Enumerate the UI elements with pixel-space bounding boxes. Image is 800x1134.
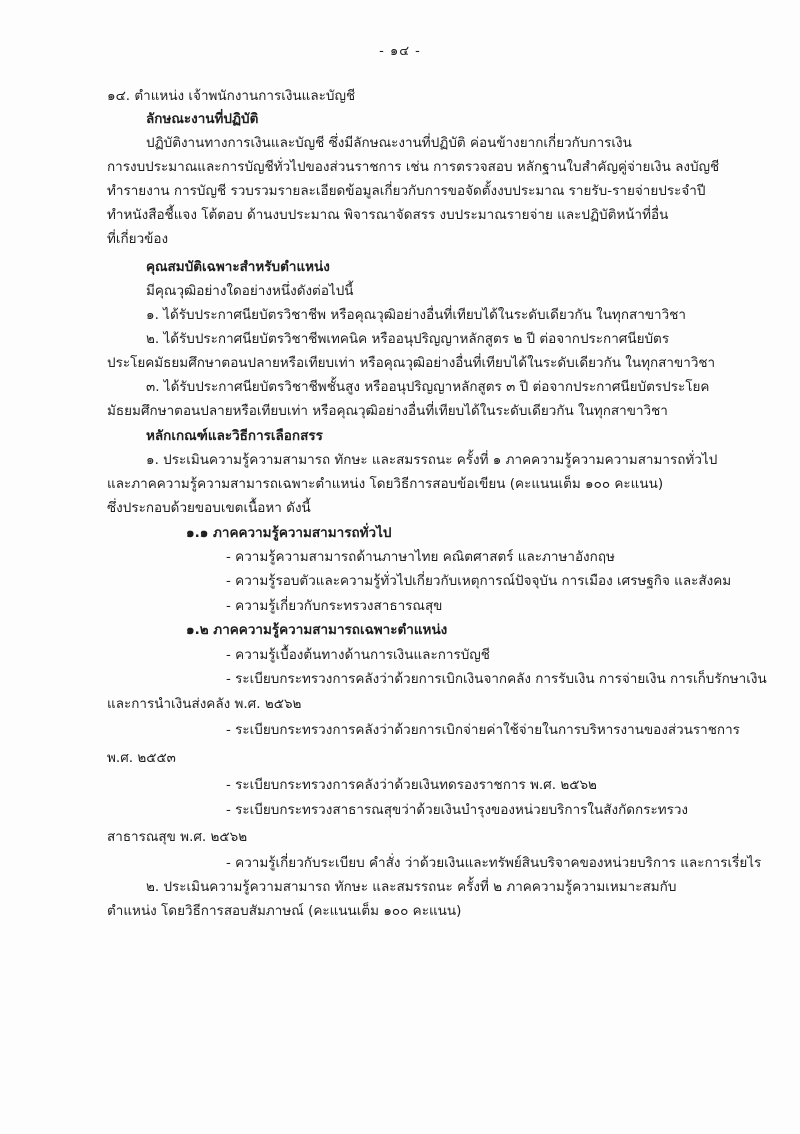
job-nature-title: ลักษณะงานที่ปฏิบัติ: [146, 111, 259, 127]
part-1-2-line: - ระเบียบกระทรวงการคลังว่าด้วยการเบิกจ่ายค่าใช้จ่ายในการบริหารงานของส่วนราชการ: [226, 722, 740, 738]
part-1-2-title: ๑.๒ ภาคความรู้ความสามารถเฉพาะตำแหน่ง: [186, 622, 448, 638]
qualification-line: ประโยคมัธยมศึกษาตอนปลายหรือเทียบเท่า หรือคุณวุฒิอย่างอื่นที่เทียบได้ในระดับเดียวกัน ในทุกสาขาวิชา: [107, 355, 716, 371]
part-1-1-title: ๑.๑ ภาคความรู้ความสามารถทั่วไป: [186, 525, 392, 541]
selection-line: และภาคความรู้ความสามารถเฉพาะตำแหน่ง โดยวิธีการสอบข้อเขียน (คะแนนเต็ม ๑๐๐ คะแนน): [107, 476, 664, 492]
part-1-1-item: - ความรู้เกี่ยวกับกระทรวงสาธารณสุข: [226, 598, 443, 614]
qualification-line: ๓. ได้รับประกาศนียบัตรวิชาชีพชั้นสูง หรืออนุปริญญาหลักสูตร ๓ ปี ต่อจากประกาศนียบัตรประโยค: [146, 379, 710, 395]
part-1-2-line: - ระเบียบกระทรวงสาธารณสุขว่าด้วยเงินบำรุงของหน่วยบริการในสังกัดกระทรวง: [226, 802, 689, 818]
job-nature-line: ที่เกี่ยวข้อง: [107, 231, 169, 247]
qualifications-title: คุณสมบัติเฉพาะสำหรับตำแหน่ง: [146, 259, 330, 275]
part-2-line: ๒. ประเมินความรู้ความสามารถ ทักษะ และสมรรถนะ ครั้งที่ ๒ ภาคความรู้ความเหมาะสมกับ: [146, 879, 677, 895]
selection-line: ๑. ประเมินความรู้ความสามารถ ทักษะ และสมรรถนะ ครั้งที่ ๑ ภาคความรู้ความความสามารถทั่วไป: [146, 452, 718, 468]
qualification-line: ๑. ได้รับประกาศนียบัตรวิชาชีพ หรือคุณวุฒิอย่างอื่นที่เทียบได้ในระดับเดียวกัน ในทุกสาขาวิชา: [146, 307, 686, 323]
part-1-2-line: - ความรู้เบื้องต้นทางด้านการเงินและการบัญชี: [226, 647, 490, 663]
job-nature-line: การงบประมาณและการบัญชีทั่วไปของส่วนราชการ เช่น การตรวจสอบ หลักฐานใบสำคัญคู่จ่ายเงิน ลงบัญชี: [107, 159, 720, 175]
part-1-2-line: สาธารณสุข พ.ศ. ๒๕๖๒: [107, 829, 248, 845]
job-nature-line: ทำหนังสือชี้แจง โต้ตอบ ด้านงบประมาณ พิจารณาจัดสรร งบประมาณรายจ่าย และปฏิบัติหน้าที่อื่น: [107, 207, 669, 223]
qualifications-intro: มีคุณวุฒิอย่างใดอย่างหนึ่งดังต่อไปนี้: [146, 283, 354, 299]
part-1-2-line: - ระเบียบกระทรวงการคลังว่าด้วยเงินทดรองราชการ พ.ศ. ๒๕๖๒: [226, 777, 597, 793]
part-1-1-item: - ความรู้รอบตัวและความรู้ทั่วไปเกี่ยวกับเหตุการณ์ปัจจุบัน การเมือง เศรษฐกิจ และสังคม: [226, 573, 732, 589]
part-1-2-line: - ความรู้เกี่ยวกับระเบียบ คำสั่ง ว่าด้วยเงินและทรัพย์สินบริจาคของหน่วยบริการ และการเรี่ยไร: [226, 855, 762, 871]
position-heading: ๑๔. ตำแหน่ง เจ้าพนักงานการเงินและบัญชี: [107, 88, 356, 104]
job-nature-line: ปฏิบัติงานทางการเงินและบัญชี ซึ่งมีลักษณะงานที่ปฏิบัติ ค่อนข้างยากเกี่ยวกับการเงิน: [146, 135, 632, 151]
selection-title: หลักเกณฑ์และวิธีการเลือกสรร: [146, 428, 323, 444]
part-1-2-line: พ.ศ. ๒๕๕๓: [107, 750, 176, 766]
qualification-line: ๒. ได้รับประกาศนียบัตรวิชาชีพเทคนิค หรืออนุปริญญาหลักสูตร ๒ ปี ต่อจากประกาศนียบัตร: [146, 331, 670, 347]
job-nature-line: ทำรายงาน การบัญชี รวบรวมรายละเอียดข้อมูลเกี่ยวกับการขอจัดตั้งงบประมาณ รายรับ-รายจ่ายประจำปี: [107, 183, 706, 199]
part-1-2-line: - ระเบียบกระทรวงการคลังว่าด้วยการเบิกเงินจากคลัง การรับเงิน การจ่ายเงิน การเก็บรักษาเงิน: [226, 671, 767, 687]
part-1-2-line: และการนำเงินส่งคลัง พ.ศ. ๒๕๖๒: [107, 696, 302, 712]
part-2-line: ตำแหน่ง โดยวิธีการสอบสัมภาษณ์ (คะแนนเต็ม ๑๐๐ คะแนน): [107, 903, 462, 919]
selection-line: ซึ่งประกอบด้วยขอบเขตเนื้อหา ดังนี้: [107, 500, 311, 516]
page-number: - ๑๔ -: [379, 44, 421, 59]
part-1-1-item: - ความรู้ความสามารถด้านภาษาไทย คณิตศาสตร์ และภาษาอังกฤษ: [226, 549, 615, 565]
qualification-line: มัธยมศึกษาตอนปลายหรือเทียบเท่า หรือคุณวุฒิอย่างอื่นที่เทียบได้ในระดับเดียวกัน ในทุกสาขาวิชา: [107, 403, 668, 419]
